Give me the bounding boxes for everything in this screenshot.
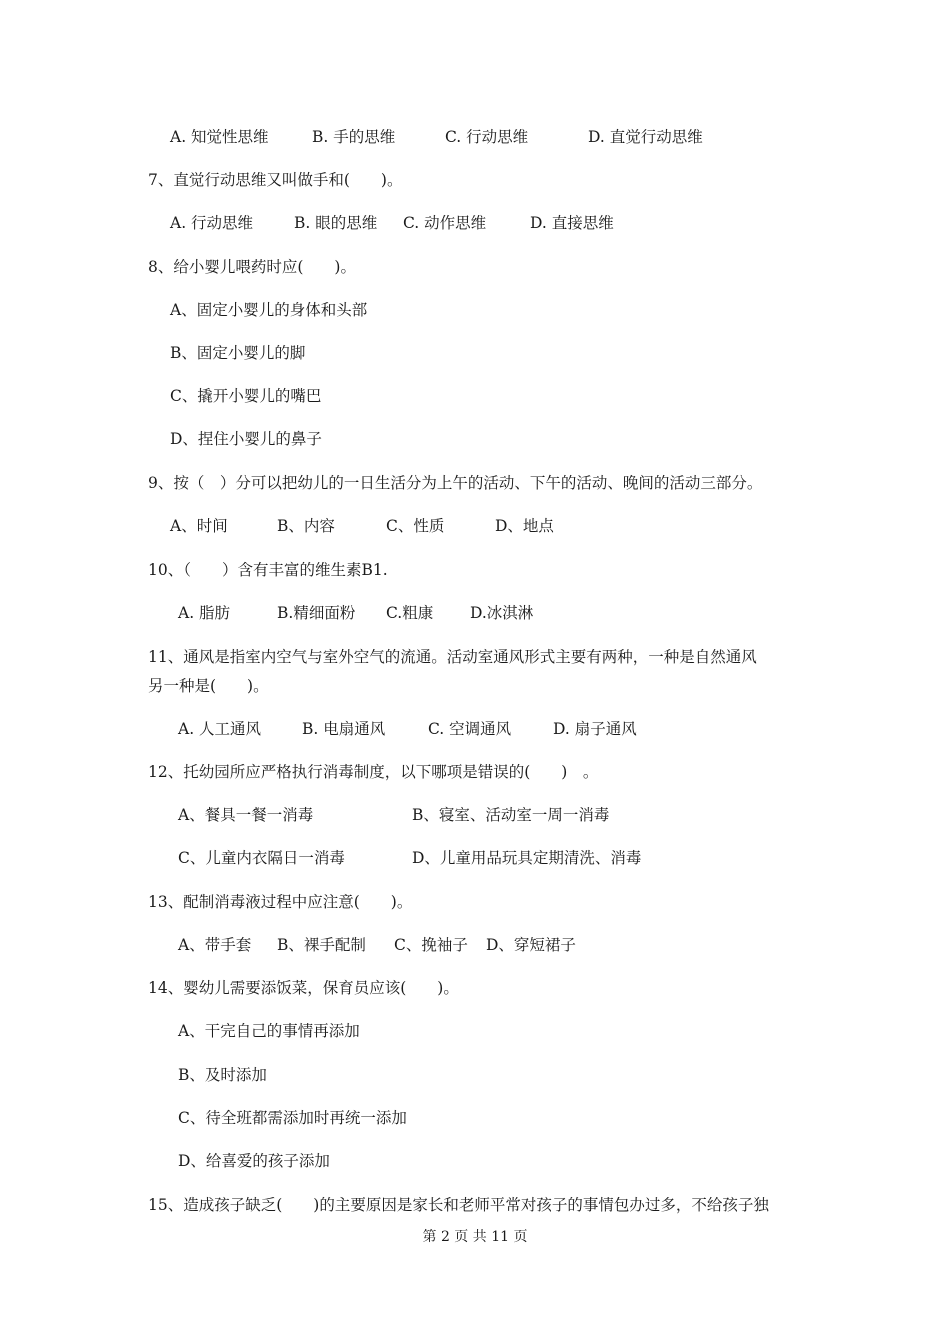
q7-option-c: C. 动作思维	[403, 214, 487, 232]
q8-stem: 8、给小婴儿喂药时应( )。	[148, 258, 356, 276]
q12-option-c: C、儿童内衣隔日一消毒	[178, 849, 345, 867]
q14-option-a: A、干完自己的事情再添加	[178, 1022, 360, 1040]
q11-option-b: B. 电扇通风	[302, 720, 386, 738]
q6-option-b: B. 手的思维	[312, 128, 396, 146]
q6-option-a: A. 知觉性思维	[170, 128, 269, 146]
q10-stem: 10、（ ）含有丰富的维生素B1.	[148, 561, 388, 579]
q11-option-d: D. 扇子通风	[553, 720, 637, 738]
q8-option-b: B、固定小婴儿的脚	[170, 344, 306, 362]
q8-option-d: D、捏住小婴儿的鼻子	[170, 430, 322, 448]
q10-option-b: B.精细面粉	[277, 604, 356, 622]
q11-option-c: C. 空调通风	[428, 720, 512, 738]
q7-option-b: B. 眼的思维	[294, 214, 378, 232]
q13-option-b: B、裸手配制	[277, 936, 366, 954]
q11-stem-line1: 11、通风是指室内空气与室外空气的流通。活动室通风形式主要有两种，一种是自然通风	[148, 648, 757, 666]
q11-option-a: A. 人工通风	[178, 720, 262, 738]
q8-option-a: A、固定小婴儿的身体和头部	[170, 301, 368, 319]
q9-option-a: A、时间	[170, 517, 228, 535]
q14-stem: 14、婴幼儿需要添饭菜，保育员应该( )。	[148, 979, 459, 997]
q13-option-d: D、穿短裙子	[486, 936, 576, 954]
q9-option-d: D、地点	[495, 517, 554, 535]
q12-option-a: A、餐具一餐一消毒	[178, 806, 314, 824]
q12-option-b: B、寝室、活动室一周一消毒	[412, 806, 610, 824]
q12-option-d: D、儿童用品玩具定期清洗、消毒	[412, 849, 642, 867]
q7-stem: 7、直觉行动思维又叫做手和( )。	[148, 171, 403, 189]
q8-option-c: C、撬开小婴儿的嘴巴	[170, 387, 322, 405]
q14-option-b: B、及时添加	[178, 1066, 267, 1084]
q14-option-c: C、待全班都需添加时再统一添加	[178, 1109, 407, 1127]
q9-option-b: B、内容	[277, 517, 335, 535]
q10-option-c: C.粗康	[386, 604, 434, 622]
q14-option-d: D、给喜爱的孩子添加	[178, 1152, 330, 1170]
q12-stem: 12、托幼园所应严格执行消毒制度，以下哪项是错误的( ) 。	[148, 763, 599, 781]
q6-option-c: C. 行动思维	[445, 128, 529, 146]
q9-stem: 9、按（ ）分可以把幼儿的一日生活分为上午的活动、下午的活动、晚间的活动三部分。	[148, 474, 763, 492]
q15-stem: 15、造成孩子缺乏( )的主要原因是家长和老师平常对孩子的事情包办过多，不给孩子独	[148, 1196, 769, 1214]
q7-option-d: D. 直接思维	[530, 214, 614, 232]
q11-stem-line2: 另一种是( )。	[148, 677, 269, 695]
q10-option-d: D.冰淇淋	[470, 604, 534, 622]
q9-option-c: C、性质	[386, 517, 445, 535]
q6-option-d: D. 直觉行动思维	[588, 128, 703, 146]
q7-option-a: A. 行动思维	[170, 214, 254, 232]
page-number-footer: 第 2 页 共 11 页	[422, 1229, 528, 1245]
q13-option-a: A、带手套	[178, 936, 252, 954]
q13-option-c: C、挽袖子	[394, 936, 468, 954]
q13-stem: 13、配制消毒液过程中应注意( )。	[148, 893, 413, 911]
q10-option-a: A. 脂肪	[178, 604, 231, 622]
